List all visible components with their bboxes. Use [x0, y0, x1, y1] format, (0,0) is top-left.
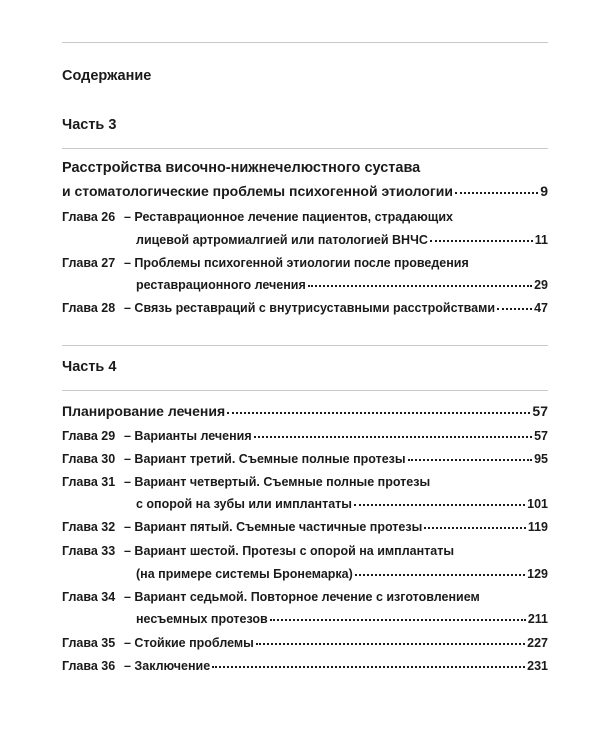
chapter-num: Глава 33	[62, 544, 116, 558]
chapter-title-line2: (на примере системы Бронемарка)	[136, 567, 353, 581]
chapter-title: – Заключение	[124, 659, 211, 673]
chapter-title-line2: несъемных протезов	[136, 612, 268, 626]
chapter-entry-26[interactable]	[136, 233, 548, 247]
part4-rule	[62, 390, 548, 391]
chapter-entry-32[interactable]	[62, 520, 548, 534]
chapter-num: Глава 29	[62, 429, 116, 443]
part3-heading-line1: Расстройства височно-нижнечелюстного сустава	[62, 160, 421, 176]
chapter-entry-36[interactable]	[62, 659, 548, 673]
dot-leader	[430, 240, 533, 242]
part3-bottom-rule	[62, 345, 548, 346]
part4-label: Часть 4	[62, 359, 117, 375]
chapter-title: – Стойкие проблемы	[124, 636, 254, 650]
page-number: 211	[527, 612, 548, 626]
page-number: 231	[527, 659, 548, 673]
chapter-title-line1: – Вариант шестой. Протезы с опорой на имплантаты	[124, 544, 455, 558]
part3-heading-entry[interactable]	[62, 183, 548, 199]
chapter-num: Глава 30	[62, 452, 116, 466]
chapter-entry-28[interactable]	[62, 301, 548, 315]
chapter-entry-34[interactable]	[136, 612, 548, 626]
page-number: 101	[527, 497, 548, 511]
page-number: 9	[540, 183, 548, 199]
chapter-title: – Вариант третий. Съемные полные протезы	[124, 452, 406, 466]
part3-rule	[62, 148, 548, 149]
part3-label: Часть 3	[62, 117, 117, 133]
chapter-title-line1: – Вариант четвертый. Съемные полные протезы	[124, 475, 431, 489]
dot-leader	[256, 643, 525, 645]
chapter-num: Глава 26	[62, 210, 116, 224]
page-number: 57	[534, 429, 548, 443]
chapter-title: – Связь реставраций с внутрисуставными расстройствами	[124, 301, 496, 315]
page-number: 95	[534, 452, 548, 466]
page-number: 129	[527, 567, 548, 581]
chapter-entry-27[interactable]	[136, 278, 548, 292]
chapter-title-line2: реставрационного лечения	[136, 278, 306, 292]
chapter-num: Глава 36	[62, 659, 116, 673]
chapter-entry-33[interactable]	[136, 567, 548, 581]
chapter-num: Глава 34	[62, 590, 116, 604]
chapter-title-line1: – Вариант седьмой. Повторное лечение с изготовлением	[124, 590, 480, 604]
page-number: 119	[527, 520, 548, 534]
part4-heading-entry[interactable]	[62, 403, 548, 419]
chapter-title-line2: с опорой на зубы или имплантаты	[136, 497, 352, 511]
dot-leader	[254, 436, 532, 438]
dot-leader	[308, 285, 532, 287]
chapter-title: – Варианты лечения	[124, 429, 252, 443]
chapter-title: – Вариант пятый. Съемные частичные протезы	[124, 520, 423, 534]
dot-leader	[408, 459, 533, 461]
chapter-title-line1: – Проблемы психогенной этиологии после проведения	[124, 256, 469, 270]
part3-heading-line2: и стоматологические проблемы психогенной этиологии	[62, 183, 453, 199]
dot-leader	[424, 527, 526, 529]
chapter-title-line1: – Реставрационное лечение пациентов, страдающих	[124, 210, 453, 224]
page-number: 57	[532, 403, 548, 419]
chapter-num: Глава 27	[62, 256, 116, 270]
chapter-entry-31[interactable]	[136, 497, 548, 511]
chapter-num: Глава 28	[62, 301, 116, 315]
top-rule	[62, 42, 548, 43]
page-title: Содержание	[62, 68, 152, 84]
chapter-entry-30[interactable]	[62, 452, 548, 466]
dot-leader	[497, 308, 532, 310]
chapter-num: Глава 32	[62, 520, 116, 534]
chapter-title-line2: лицевой артромиалгией или патологией ВНЧС	[136, 233, 428, 247]
dot-leader	[270, 619, 526, 621]
dot-leader	[455, 192, 538, 194]
page-number: 29	[534, 278, 548, 292]
chapter-num: Глава 35	[62, 636, 116, 650]
dot-leader	[227, 412, 530, 414]
part4-heading: Планирование лечения	[62, 403, 226, 419]
page-number: 11	[534, 233, 548, 247]
chapter-entry-35[interactable]	[62, 636, 548, 650]
page-number: 47	[534, 301, 548, 315]
chapter-entry-29[interactable]	[62, 429, 548, 443]
page-number: 227	[527, 636, 548, 650]
dot-leader	[212, 666, 525, 668]
dot-leader	[354, 504, 525, 506]
chapter-num: Глава 31	[62, 475, 116, 489]
dot-leader	[355, 574, 525, 576]
